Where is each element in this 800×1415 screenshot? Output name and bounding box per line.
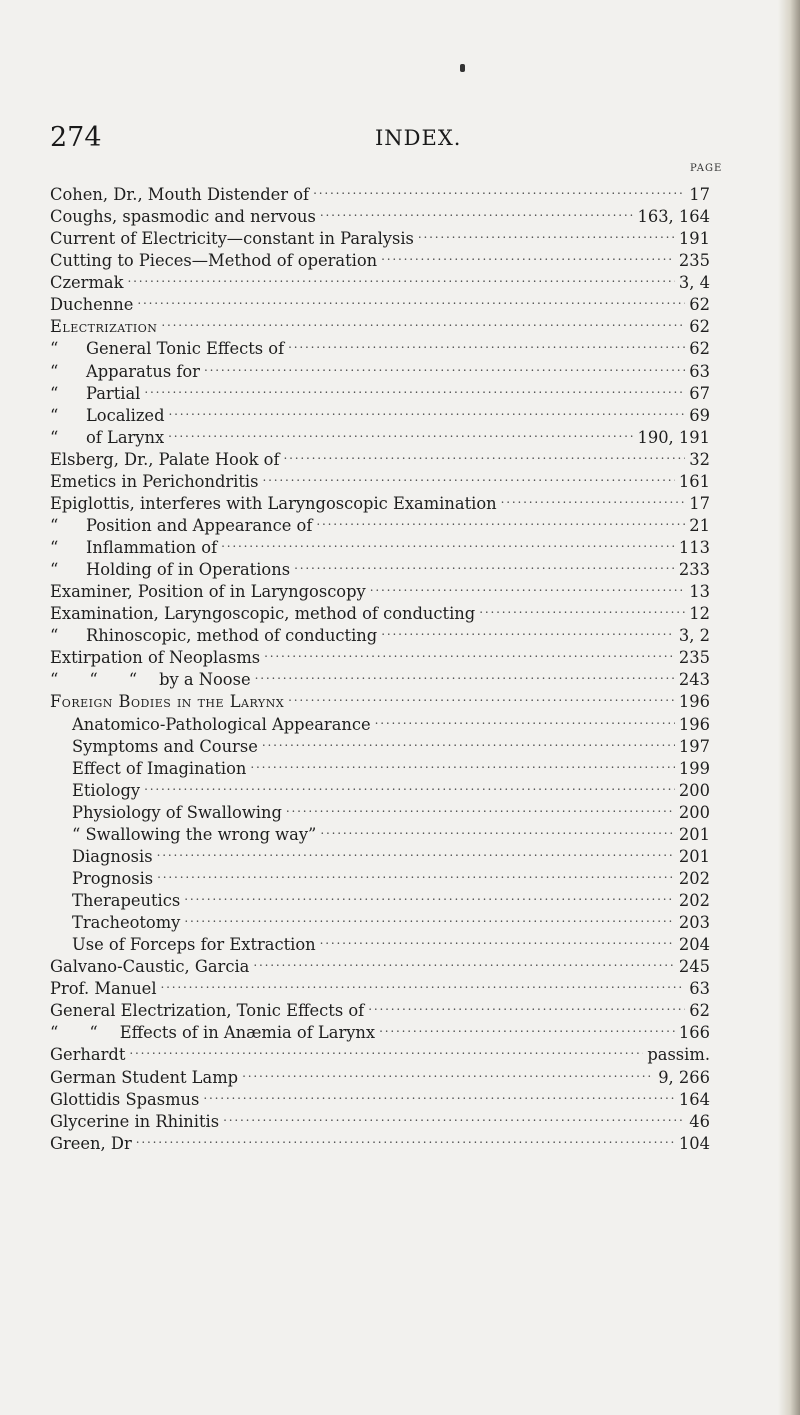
entry-pages: 32: [689, 449, 710, 469]
entry-pages: 21: [689, 515, 710, 535]
entry-term: Partial: [86, 383, 141, 403]
entry-term: Effects of in Anæmia of Larynx: [119, 1023, 376, 1043]
entry-term: Apparatus for: [86, 361, 200, 381]
dot-leader: [137, 288, 685, 310]
entry-pages: 196: [678, 714, 710, 734]
entry-pages: 63: [689, 361, 710, 381]
entry-term: Holding of in Operations: [86, 560, 291, 580]
entry-pages: 3, 4: [678, 273, 710, 293]
entry-pages: 113: [678, 538, 710, 557]
dot-leader: [288, 685, 675, 707]
entry-pages: 202: [678, 868, 710, 888]
ditto-mark: “: [50, 339, 59, 359]
index-entry: [50, 1038, 710, 1065]
ink-speck: [460, 64, 465, 72]
dot-leader: [221, 531, 675, 553]
entry-term: Effect of Imagination: [72, 758, 247, 778]
entry-term: Tracheotomy: [72, 913, 181, 933]
dot-leader: [284, 443, 686, 465]
dot-leader: [144, 377, 685, 399]
entry-term: Cohen, Dr., Mouth Distender of: [50, 185, 310, 204]
dot-leader: [264, 641, 675, 663]
dot-leader: [129, 1038, 643, 1060]
entry-pages: 204: [678, 935, 710, 955]
entry-term: Czermak: [50, 273, 124, 293]
dot-leader: [157, 840, 675, 862]
dot-leader: [286, 796, 675, 818]
ditto-mark: “: [50, 626, 59, 646]
entry-pages: 17: [689, 493, 710, 513]
dot-leader: [320, 818, 675, 840]
entry-pages: 235: [678, 648, 710, 668]
ditto-mark: “: [50, 515, 59, 535]
entry-pages: 201: [678, 846, 710, 866]
page-edge-shadow: [778, 0, 800, 1415]
entry-term: Emetics in Perichondritis: [50, 471, 259, 491]
index-entry: [50, 266, 710, 293]
dot-leader: [184, 906, 675, 928]
entry-pages: 166: [678, 1023, 710, 1043]
dot-leader: [375, 708, 675, 730]
entry-term: Localized: [86, 405, 165, 425]
dot-leader: [136, 1127, 675, 1149]
entry-term: General Electrization, Tonic Effects of: [50, 1001, 365, 1021]
dot-leader: [479, 597, 685, 619]
entry-pages: 245: [678, 957, 710, 977]
dot-leader: [127, 266, 674, 288]
dot-leader: [161, 310, 685, 332]
entry-pages: 191: [678, 229, 710, 249]
entry-pages: 46: [689, 1111, 710, 1131]
entry-pages: 67: [689, 383, 710, 403]
running-head: INDEX.: [375, 126, 462, 150]
index-entry: [50, 796, 710, 822]
ditto-mark: “: [50, 538, 59, 557]
entry-pages: 161: [678, 471, 710, 491]
ditto-mark: “ “ “: [50, 670, 138, 690]
entry-pages: 233: [678, 560, 710, 580]
dot-leader: [368, 994, 685, 1016]
entry-pages: 62: [689, 317, 710, 337]
entry-term: Glycerine in Rhinitis: [50, 1111, 220, 1131]
entry-pages: 69: [689, 405, 710, 425]
dot-leader: [203, 1083, 675, 1105]
dot-leader: [381, 244, 675, 266]
dot-leader: [370, 575, 686, 597]
entry-pages: 201: [678, 824, 710, 844]
entry-pages: 235: [678, 251, 710, 271]
entry-pages: 243: [678, 670, 710, 690]
index-entry: [50, 178, 710, 204]
dot-leader: [204, 355, 685, 377]
index-entry: [50, 774, 710, 800]
entry-term: German Student Lamp: [50, 1067, 239, 1087]
dot-leader: [381, 619, 675, 641]
dot-leader: [223, 1105, 685, 1127]
dot-leader: [161, 972, 686, 994]
entry-term: Prognosis: [72, 868, 154, 888]
dot-leader: [144, 774, 675, 796]
dot-leader: [320, 200, 634, 222]
ditto-mark: “: [50, 361, 59, 381]
index-entry: [50, 399, 710, 425]
entry-pages: 63: [689, 979, 710, 999]
entry-term: Duchenne: [50, 295, 134, 315]
entry-term: Therapeutics: [72, 891, 181, 910]
entry-term: Gerhardt: [50, 1045, 126, 1065]
entry-term: General Tonic Effects of: [86, 339, 285, 359]
entry-pages: 62: [689, 295, 710, 315]
entry-pages: 203: [678, 913, 710, 933]
dot-leader: [250, 752, 675, 774]
dot-leader: [294, 553, 675, 575]
entry-pages: 3, 2: [678, 626, 710, 646]
page-column-label: PAGE: [690, 163, 723, 174]
ditto-mark: “: [50, 427, 59, 447]
entry-term: Extirpation of Neoplasms: [50, 648, 261, 668]
page-number: 274: [50, 122, 102, 153]
entry-pages: 104: [678, 1133, 710, 1153]
entry-term: Position and Appearance of: [86, 515, 313, 535]
entry-pages: 197: [678, 736, 710, 756]
dot-leader: [262, 465, 674, 487]
entry-term: Elsberg, Dr., Palate Hook of: [50, 449, 280, 469]
entry-pages: 199: [678, 758, 710, 778]
entry-term: Foreign Bodies in the Larynx: [50, 692, 285, 712]
entry-term: Etiology: [72, 780, 141, 800]
dot-leader: [418, 222, 675, 244]
dot-leader: [168, 421, 633, 443]
entry-term: Anatomico-Pathological Appearance: [72, 714, 371, 734]
entry-pages: 9, 266: [658, 1067, 710, 1087]
entry-term: Cutting to Pieces—Method of operation: [50, 251, 378, 271]
entry-term: Current of Electricity—constant in Paralysis: [50, 229, 414, 249]
entry-pages: 200: [678, 780, 710, 800]
dot-leader: [320, 928, 675, 950]
index-entry: [50, 1127, 710, 1153]
entry-pages: 163, 164: [637, 207, 710, 227]
index-entries: [50, 178, 710, 1153]
ditto-mark: “ “: [50, 1023, 98, 1043]
entry-pages: 200: [678, 802, 710, 822]
entry-term: Examiner, Position of in Laryngoscopy: [50, 582, 366, 602]
entry-term: Diagnosis: [72, 846, 153, 866]
index-entry: [50, 377, 710, 403]
entry-term: Galvano-Caustic, Garcia: [50, 957, 250, 977]
index-entry: [50, 1061, 710, 1087]
entry-term: “ Swallowing the wrong way”: [72, 824, 317, 844]
index-entry: [50, 685, 710, 712]
entry-pages: 196: [678, 692, 710, 712]
entry-term: of Larynx: [86, 427, 165, 447]
entry-term: Examination, Laryngoscopic, method of conducting: [50, 604, 476, 624]
dot-leader: [255, 663, 675, 685]
ditto-mark: “: [50, 560, 59, 580]
entry-term: by a Noose: [159, 670, 251, 690]
dot-leader: [157, 862, 675, 884]
index-entry: [50, 288, 710, 315]
dot-leader: [288, 332, 685, 354]
entry-term: Coughs, spasmodic and nervous: [50, 207, 316, 227]
entry-term: Inflammation of: [86, 538, 218, 557]
dot-leader: [262, 730, 675, 752]
entry-pages: 13: [689, 582, 710, 602]
entry-pages: 202: [678, 891, 710, 910]
entry-pages: 190, 191: [637, 427, 710, 447]
entry-pages: 62: [689, 339, 710, 359]
dot-leader: [379, 1016, 675, 1038]
ditto-mark: “: [50, 383, 59, 403]
page-header: [50, 122, 710, 156]
entry-term: Physiology of Swallowing: [72, 802, 282, 822]
index-entry: [50, 310, 710, 337]
entry-term: Electrization: [50, 317, 158, 337]
entry-term: Prof. Manuel: [50, 979, 157, 999]
dot-leader: [313, 178, 685, 200]
entry-pages: passim.: [647, 1045, 710, 1065]
entry-pages: 164: [678, 1089, 710, 1109]
dot-leader: [184, 884, 675, 906]
ditto-mark: “: [50, 405, 59, 425]
entry-term: Rhinoscopic, method of conducting: [86, 626, 378, 646]
entry-pages: 17: [689, 185, 710, 204]
entry-term: Epiglottis, interferes with Laryngoscopic Examination: [50, 493, 497, 513]
entry-pages: 62: [689, 1001, 710, 1021]
entry-pages: 12: [689, 604, 710, 624]
entry-term: Use of Forceps for Extraction: [72, 935, 316, 955]
dot-leader: [242, 1061, 654, 1083]
dot-leader: [501, 487, 686, 509]
entry-term: Symptoms and Course: [72, 736, 258, 756]
dot-leader: [169, 399, 686, 421]
dot-leader: [253, 950, 675, 972]
entry-term: Green, Dr: [50, 1133, 132, 1153]
dot-leader: [316, 509, 685, 531]
entry-term: Glottidis Spasmus: [50, 1089, 200, 1109]
